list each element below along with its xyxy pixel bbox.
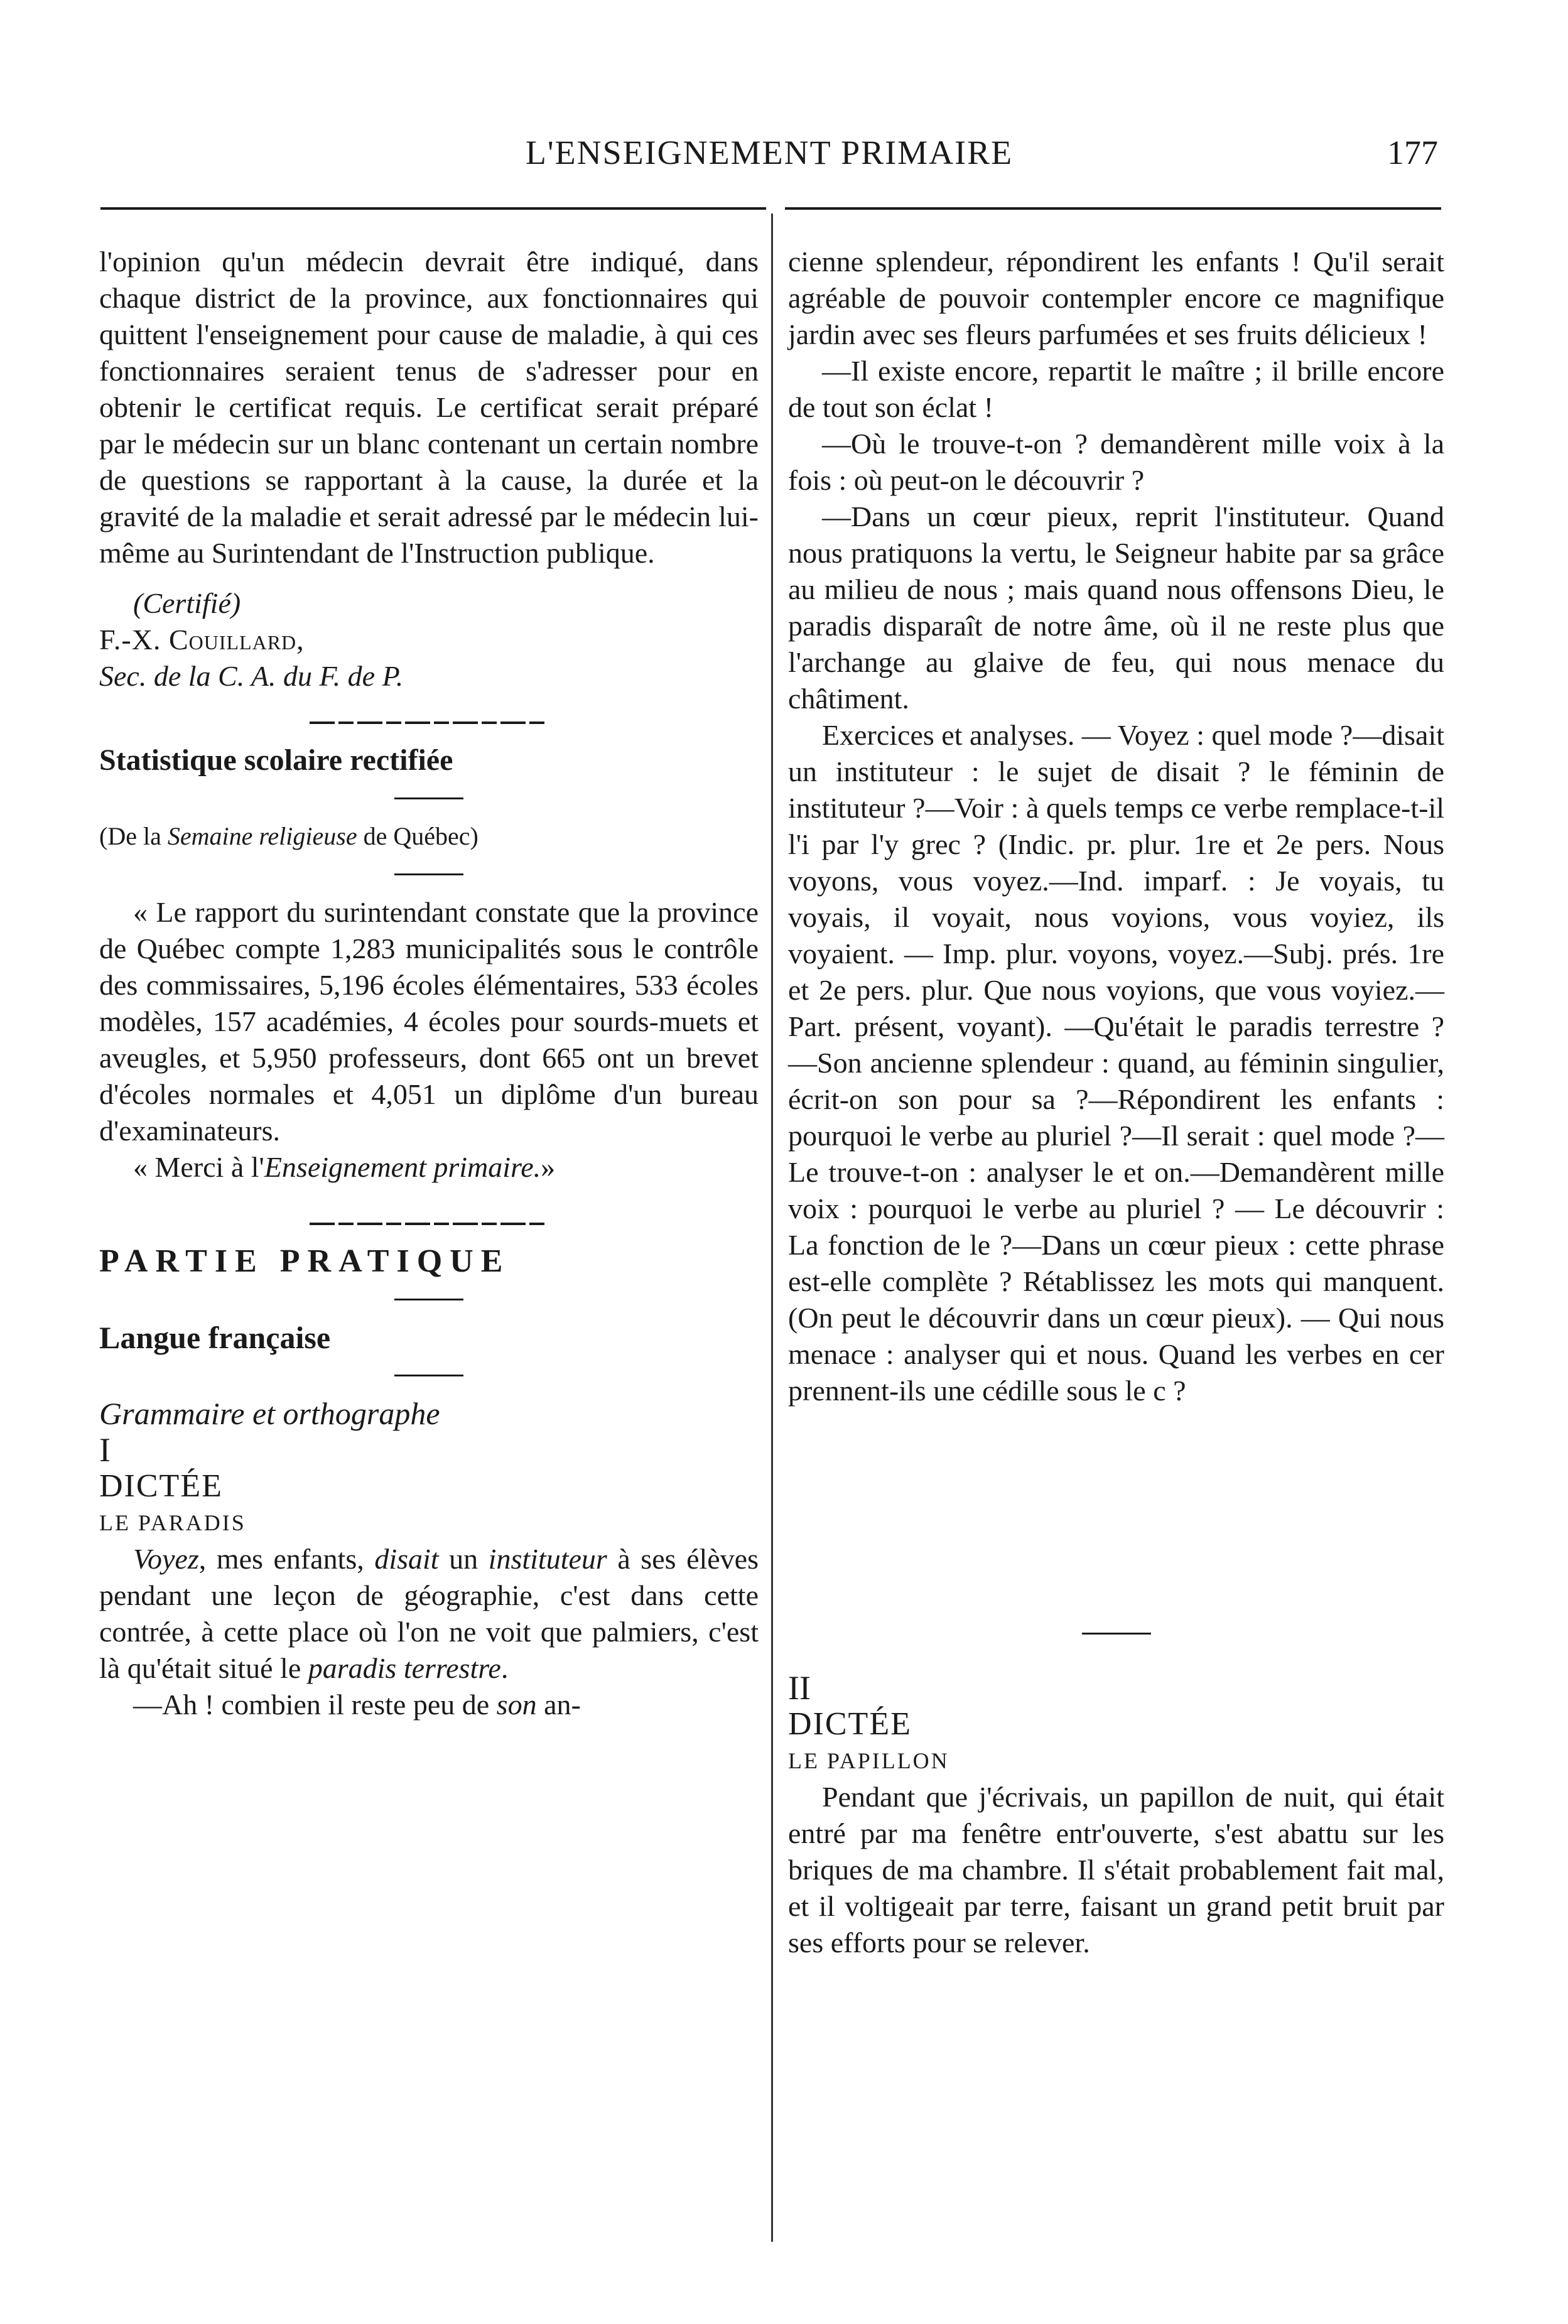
story-paragraph-2 [99,1687,759,1723]
papillon-paragraph: Pendant que j'écrivais, un papillon de nuit, qui était entré par ma fenêtre entr'ouverte, s'est abattu sur les briques de ma chambre. Il s'était probablement fait mal, et il voltigeait par terre, faisant un grand petit bruit par ses efforts pour se relever. [788,1781,1444,1959]
running-title: L'ENSEIGNEMENT PRIMAIRE [525,134,1014,171]
header-rule-left [100,207,766,210]
story-text: . [500,1652,509,1684]
certifie-label: (Certifié) [133,587,241,619]
story-title-2: LE PAPILLON [788,1748,949,1773]
ornamental-rule [310,1221,548,1227]
grammaire-title: Grammaire et orthographe [99,1396,440,1431]
right-lower-section [788,1633,1444,1961]
merci-suffix: » [541,1151,556,1183]
left-column [99,244,759,1723]
story-text: à ses élèves pendant une leçon de géographie, c'est dans cette contrée, à cette place où l'on ne voit que palmiers, c'est là qu'était situé le [99,1543,759,1684]
dialogue-paragraph-1: cienne splendeur, répondirent les enfants ! Qu'il serait agréable de pouvoir contempler encore ce magnifique jardin avec ses fleurs parfumées et ses fruits délicieux ! [788,246,1444,350]
story-disait: disait [374,1543,439,1575]
ornamental-rule [310,720,548,726]
story-text: un [438,1543,489,1575]
source-suffix: de Québec) [357,822,479,850]
merci-paragraph [99,1149,759,1186]
opinion-paragraph: l'opinion qu'un médecin devrait être indiqué, dans chaque district de la province, aux fonctionnaires qui quittent l'enseignement pour cause de maladie, à qui ces fonctionnaires seraient tenus de s'adresser pour en obtenir le certificat requis. Le certificat serait préparé par le médecin sur un blanc contenant un certain nombre de questions se rapportant à la cause, la durée et la gravité de la maladie et serait adressé par le médecin lui-même au Surintendant de l'Instruction publique. [99,246,759,569]
right-column [788,244,1444,1409]
dialogue-paragraph-2: —Il existe encore, repartit le maître ; il brille encore de tout son éclat ! [788,355,1444,423]
quote-paragraph: « Le rapport du surintendant constate que la province de Québec compte 1,283 municipalités sous le contrôle des commissaires, 5,196 écoles élémentaires, 533 écoles modèles, 157 académies, 4 écoles pour sourds-muets et aveugles, et 5,950 professeurs, dont 665 ont un brevet d'écoles normales et 4,051 un diplôme d'un bureau d'examinateurs. [99,896,759,1147]
dictee-heading: DICTÉE [99,1468,223,1504]
story-son: son [496,1689,537,1721]
merci-italic: Enseignement primaire. [264,1151,541,1183]
part-title: PARTIE PRATIQUE [99,1243,511,1279]
short-rule [394,873,463,875]
statistique-title: Statistique scolaire rectifiée [99,743,453,777]
page-number: 177 [1387,134,1438,171]
exercises-paragraph: Exercices et analyses. — Voyez : quel mode ?—disait un instituteur : le sujet de disait ? le féminin de instituteur ?—Voir : à quels temps ce verbe remplace-t-il l'i par l'y grec ? (Indic. pr. plur. 1re et 2e pers. Nous voyons, vous voyez.—Ind. imparf. : Je voyais, tu voyais, il voyait, nous voyions, vous voyiez, ils voyaient. — Imp. plur. voyons, voyez.—Subj. prés. 1re et 2e pers. plur. Que nous voyions, que vous voyiez.—Part. présent, voyant). —Qu'était le paradis terrestre ? —Son ancienne splendeur : quand, au féminin singulier, écrit-on son pour sa ?—Répondirent les enfants : pourquoi le verbe au pluriel ?—Il serait : quel mode ?—Le trouve-t-on : analyser le et on.—Demandèrent mille voix : pourquoi le verbe au pluriel ? — Le découvrir : La fonction de le ?—Dans un cœur pieux : cette phrase est-elle complète ? Rétablissez les mots qui manquent. (On peut le découvrir dans un cœur pieux). — Qui nous menace : analyser qui et nous. Quand les verbes en cer prennent-ils une cédille sous le c ? [788,719,1444,1407]
section-numeral-2: II [788,1669,811,1707]
signature-name: F.-X. Couillard, [99,624,305,656]
story-text: an- [536,1689,581,1721]
source-italic: Semaine religieuse [167,822,357,850]
page-header [100,133,1438,183]
short-rule [394,1375,463,1376]
merci-prefix: « Merci à l' [133,1151,264,1183]
short-rule [1082,1633,1151,1635]
dialogue-paragraph-3: —Où le trouve-t-on ? demandèrent mille voix à la fois : où peut-on le découvrir ? [788,428,1444,496]
dialogue-paragraph-4: —Dans un cœur pieux, reprit l'instituteur. Quand nous pratiquons la vertu, le Seigneur habite par sa grâce au milieu de nous ; mais quand nous offensons Dieu, le paradis disparaît de notre âme, où il ne reste plus que l'archange au glaive de feu, qui nous menace du châtiment. [788,500,1444,715]
signature-block [99,585,759,694]
source-note [99,818,759,855]
story-title: LE PARADIS [99,1510,246,1535]
column-divider [771,213,773,2242]
story-voyez: Voyez [133,1543,199,1575]
source-prefix: (De la [99,822,168,850]
story-text: , mes enfants, [198,1543,375,1575]
short-rule [394,1299,463,1300]
story-paragraph [99,1541,759,1687]
story-text: —Ah ! combien il reste peu de [133,1689,497,1721]
header-rule-right [785,207,1441,210]
dictee-heading-2: DICTÉE [788,1706,912,1742]
langue-title: Langue française [99,1320,331,1355]
signature-title: Sec. de la C. A. du F. de P. [99,660,404,692]
story-paradis: paradis terrestre [308,1652,501,1684]
short-rule [394,797,463,799]
story-instituteur: instituteur [488,1543,607,1575]
section-numeral: I [99,1431,111,1469]
